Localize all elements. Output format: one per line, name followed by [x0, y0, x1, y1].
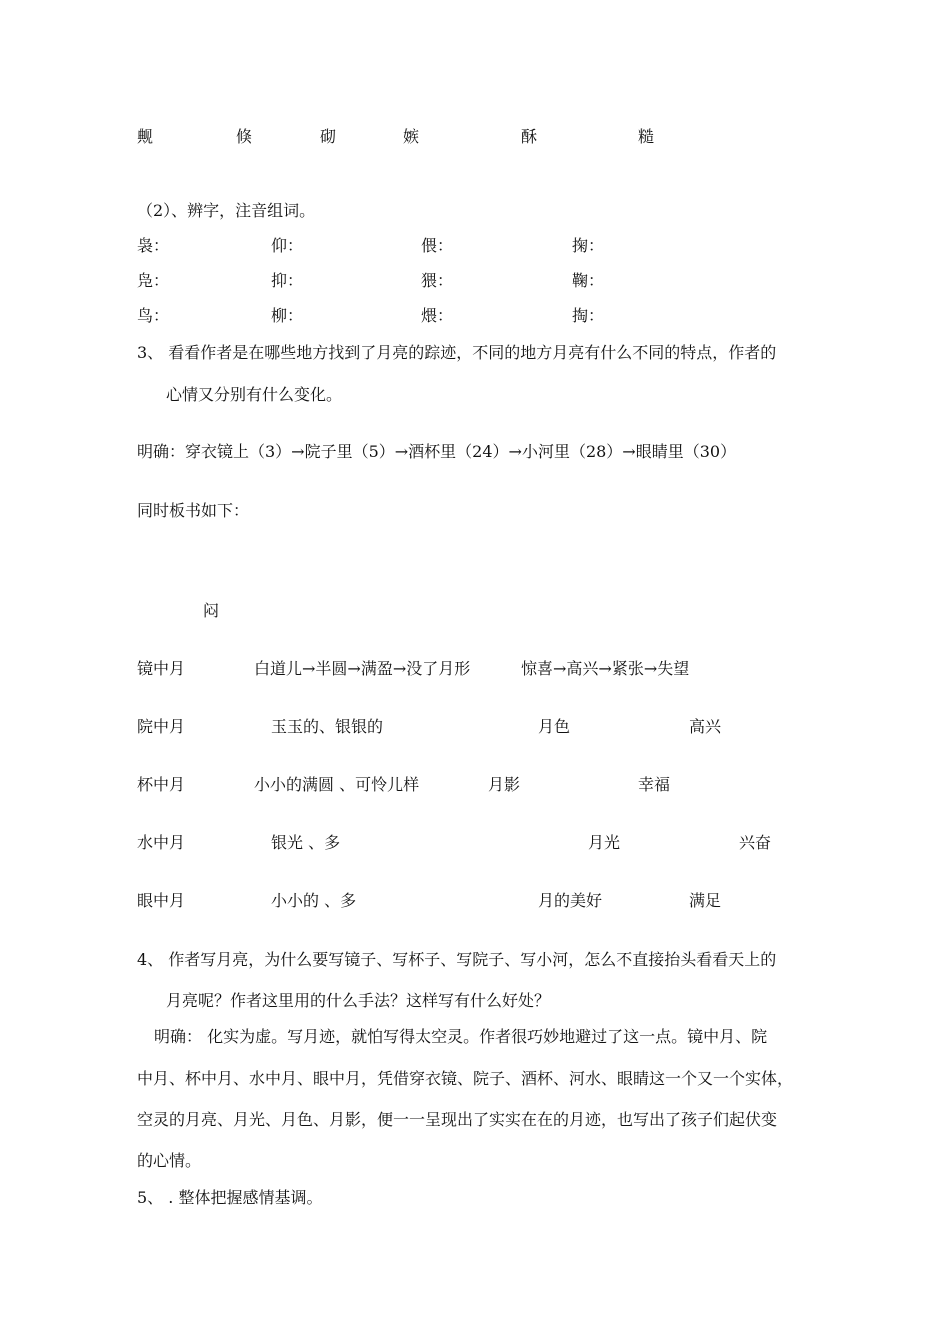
board-object: 月的美好: [538, 891, 603, 910]
q4-answer-line: 中月、杯中月、水中月、眼中月，凭借穿衣镜、院子、酒杯、河水、眼睛这一个又一个实体，: [137, 1069, 794, 1088]
q4-line2: 月亮呢？作者这里用的什么手法？这样写有什么好处？: [166, 991, 551, 1010]
q4-answer-line: 明确： 化实为虚。写月迹，就怕写得太空灵。作者很巧妙地避过了这一点。镜中月、院: [154, 1027, 768, 1046]
board-mood: 惊喜→高兴→紧张→失望: [521, 659, 690, 678]
q3-line2: 心情又分别有什么变化。: [166, 385, 343, 404]
board-place: 眼中月: [137, 891, 186, 910]
q5-line: 5、 . 整体把握感情基调。: [137, 1188, 323, 1207]
char-cell: 仰：: [271, 236, 304, 255]
q4-answer-line: 空灵的月亮、月光、月色、月影，便一一呈现出了实实在在的月迹，也写出了孩子们起伏变: [137, 1110, 778, 1129]
q3-answer: 明确：穿衣镜上（3）→院子里（5）→酒杯里（24）→小河里（28）→眼睛里（30）: [137, 442, 737, 461]
board-mood: 幸福: [638, 775, 671, 794]
board-place: 杯中月: [137, 775, 186, 794]
top-char-1: 觍: [137, 127, 154, 146]
top-char-4: 嫉: [403, 127, 420, 146]
board-mood: 高兴: [689, 717, 722, 736]
char-cell: 抑：: [271, 271, 304, 290]
char-cell: 鸟：: [137, 306, 170, 325]
board-shape: 银光 、多: [271, 833, 341, 852]
board-shape: 小小的 、多: [271, 891, 357, 910]
q4-line1: 4、 作者写月亮，为什么要写镜子、写杯子、写院子、写小河，怎么不直接抬头看看天上的: [137, 950, 777, 969]
board-mood: 兴奋: [739, 833, 772, 852]
char-cell: 猥：: [421, 271, 454, 290]
board-top-word: 闷: [203, 601, 220, 620]
board-shape: 白道儿→半圆→满盈→没了月形: [254, 659, 471, 678]
top-char-2: 倏: [236, 127, 253, 146]
char-cell: 袅：: [137, 236, 170, 255]
top-char-5: 酥: [521, 127, 538, 146]
char-cell: 柳：: [271, 306, 304, 325]
top-char-3: 砌: [320, 127, 337, 146]
board-object: 月色: [538, 717, 571, 736]
board-object: 月影: [488, 775, 521, 794]
char-cell: 凫：: [137, 271, 170, 290]
board-shape: 小小的满圆 、可怜儿样: [254, 775, 420, 794]
board-mood: 满足: [689, 891, 722, 910]
board-shape: 玉玉的、银银的: [271, 717, 384, 736]
char-cell: 偎：: [421, 236, 454, 255]
section2-heading: （2）、辨字，注音组词。: [137, 201, 316, 220]
q4-answer-line: 的心情。: [137, 1151, 202, 1170]
top-char-6: 糙: [638, 127, 655, 146]
board-object: 月光: [588, 833, 621, 852]
board-intro: 同时板书如下：: [137, 501, 250, 520]
board-place: 水中月: [137, 833, 186, 852]
char-cell: 掏：: [572, 306, 605, 325]
board-place: 院中月: [137, 717, 186, 736]
char-cell: 掬：: [572, 236, 605, 255]
char-cell: 鞠：: [572, 271, 605, 290]
board-place: 镜中月: [137, 659, 186, 678]
char-cell: 煨：: [421, 306, 454, 325]
q3-line1: 3、 看看作者是在哪些地方找到了月亮的踪迹，不同的地方月亮有什么不同的特点，作者的: [137, 343, 777, 362]
